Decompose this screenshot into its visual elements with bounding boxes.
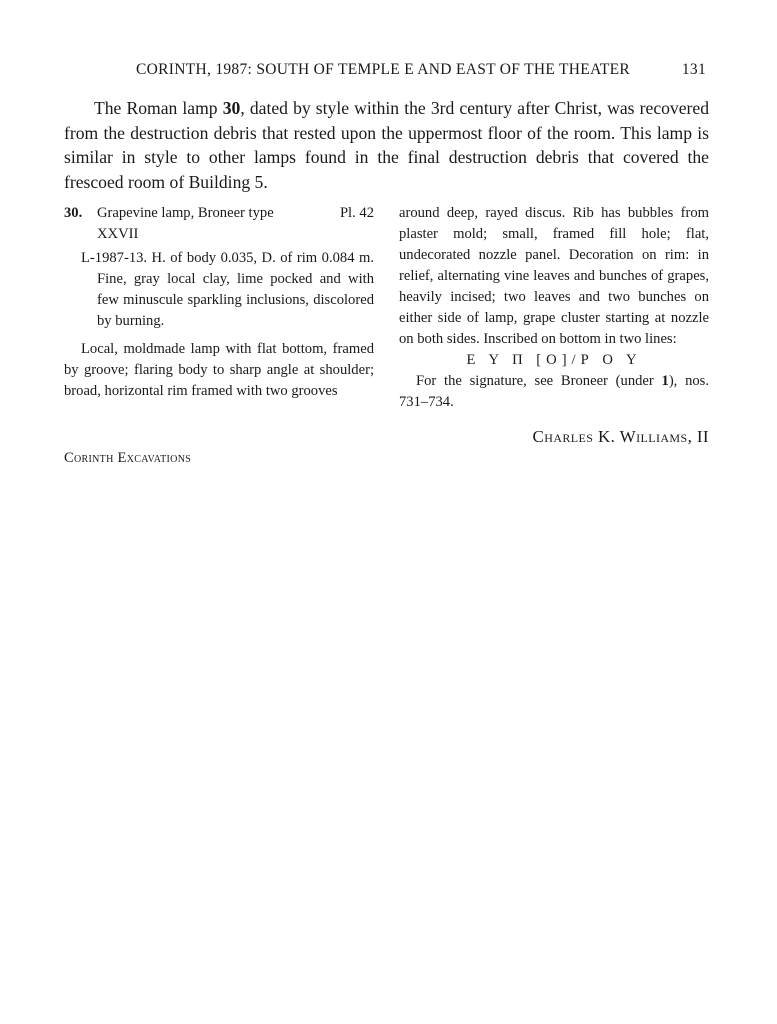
intro-first-line <box>64 96 709 121</box>
running-head <box>136 61 706 79</box>
running-title: CORINTH, 1987: SOUTH OF TEMPLE E AND EAST OF THE THEATER <box>136 61 631 78</box>
catalogue-ref: 30 <box>222 98 241 118</box>
intro-paragraph <box>64 96 709 194</box>
entry-title-text: Grapevine lamp, Broneer type <box>97 205 274 221</box>
entry-number: 30. <box>64 205 83 221</box>
signature-note <box>399 371 709 413</box>
intro-body: from the destruction debris that rested upon the uppermost floor of the room. This lamp is similar in style to other lamps found in the final destruction debris that covered the frescoed room of Building 5. <box>64 122 709 192</box>
signature-ref: 1 <box>661 373 669 389</box>
author-affiliation: Corinth Excavations <box>64 450 192 466</box>
entry-type: XXVII <box>97 226 139 242</box>
page-number: 131 <box>681 61 706 78</box>
catalogue-entry-heading <box>64 203 374 245</box>
signature-text: ), nos. 731–734. <box>399 373 709 410</box>
signature-text: For the signature, see Broneer (under <box>416 373 662 389</box>
entry-title <box>97 203 297 245</box>
plate-reference: Pl. 42 <box>339 205 374 221</box>
lamp-description-continued: around deep, rayed discus. Rib has bubbles from plaster mold; small, framed fill hole; flat, undecorated nozzle panel. Decoration on rim: in relief, alternating vine leaves and bunches of grapes, heavily incised; two leaves and two bunches on either side of lamp, grape cluster starting at nozzle on both sides. Inscribed on bottom in two lines: <box>399 205 709 347</box>
catalogue-column-right <box>399 203 709 413</box>
catalogue-column-left <box>64 203 374 402</box>
intro-text: The Roman lamp <box>94 98 223 118</box>
intro-text: , dated by style within the 3rd century after Christ, was recovered <box>240 98 709 118</box>
inscription-text: Ε Υ Π [Ο]/Ρ Ο Υ <box>466 352 642 368</box>
lamp-description: Local, moldmade lamp with flat bottom, framed by groove; flaring body to sharp angle at shoulder; broad, horizontal rim framed with two grooves <box>64 341 374 399</box>
author-name: Charles K. Williams, II <box>532 427 709 446</box>
inventory-description: L-1987-13. H. of body 0.035, D. of rim 0.084 m. Fine, gray local clay, lime pocked and with few minuscule sparkling inclusions, discolored by burning. <box>81 250 374 329</box>
